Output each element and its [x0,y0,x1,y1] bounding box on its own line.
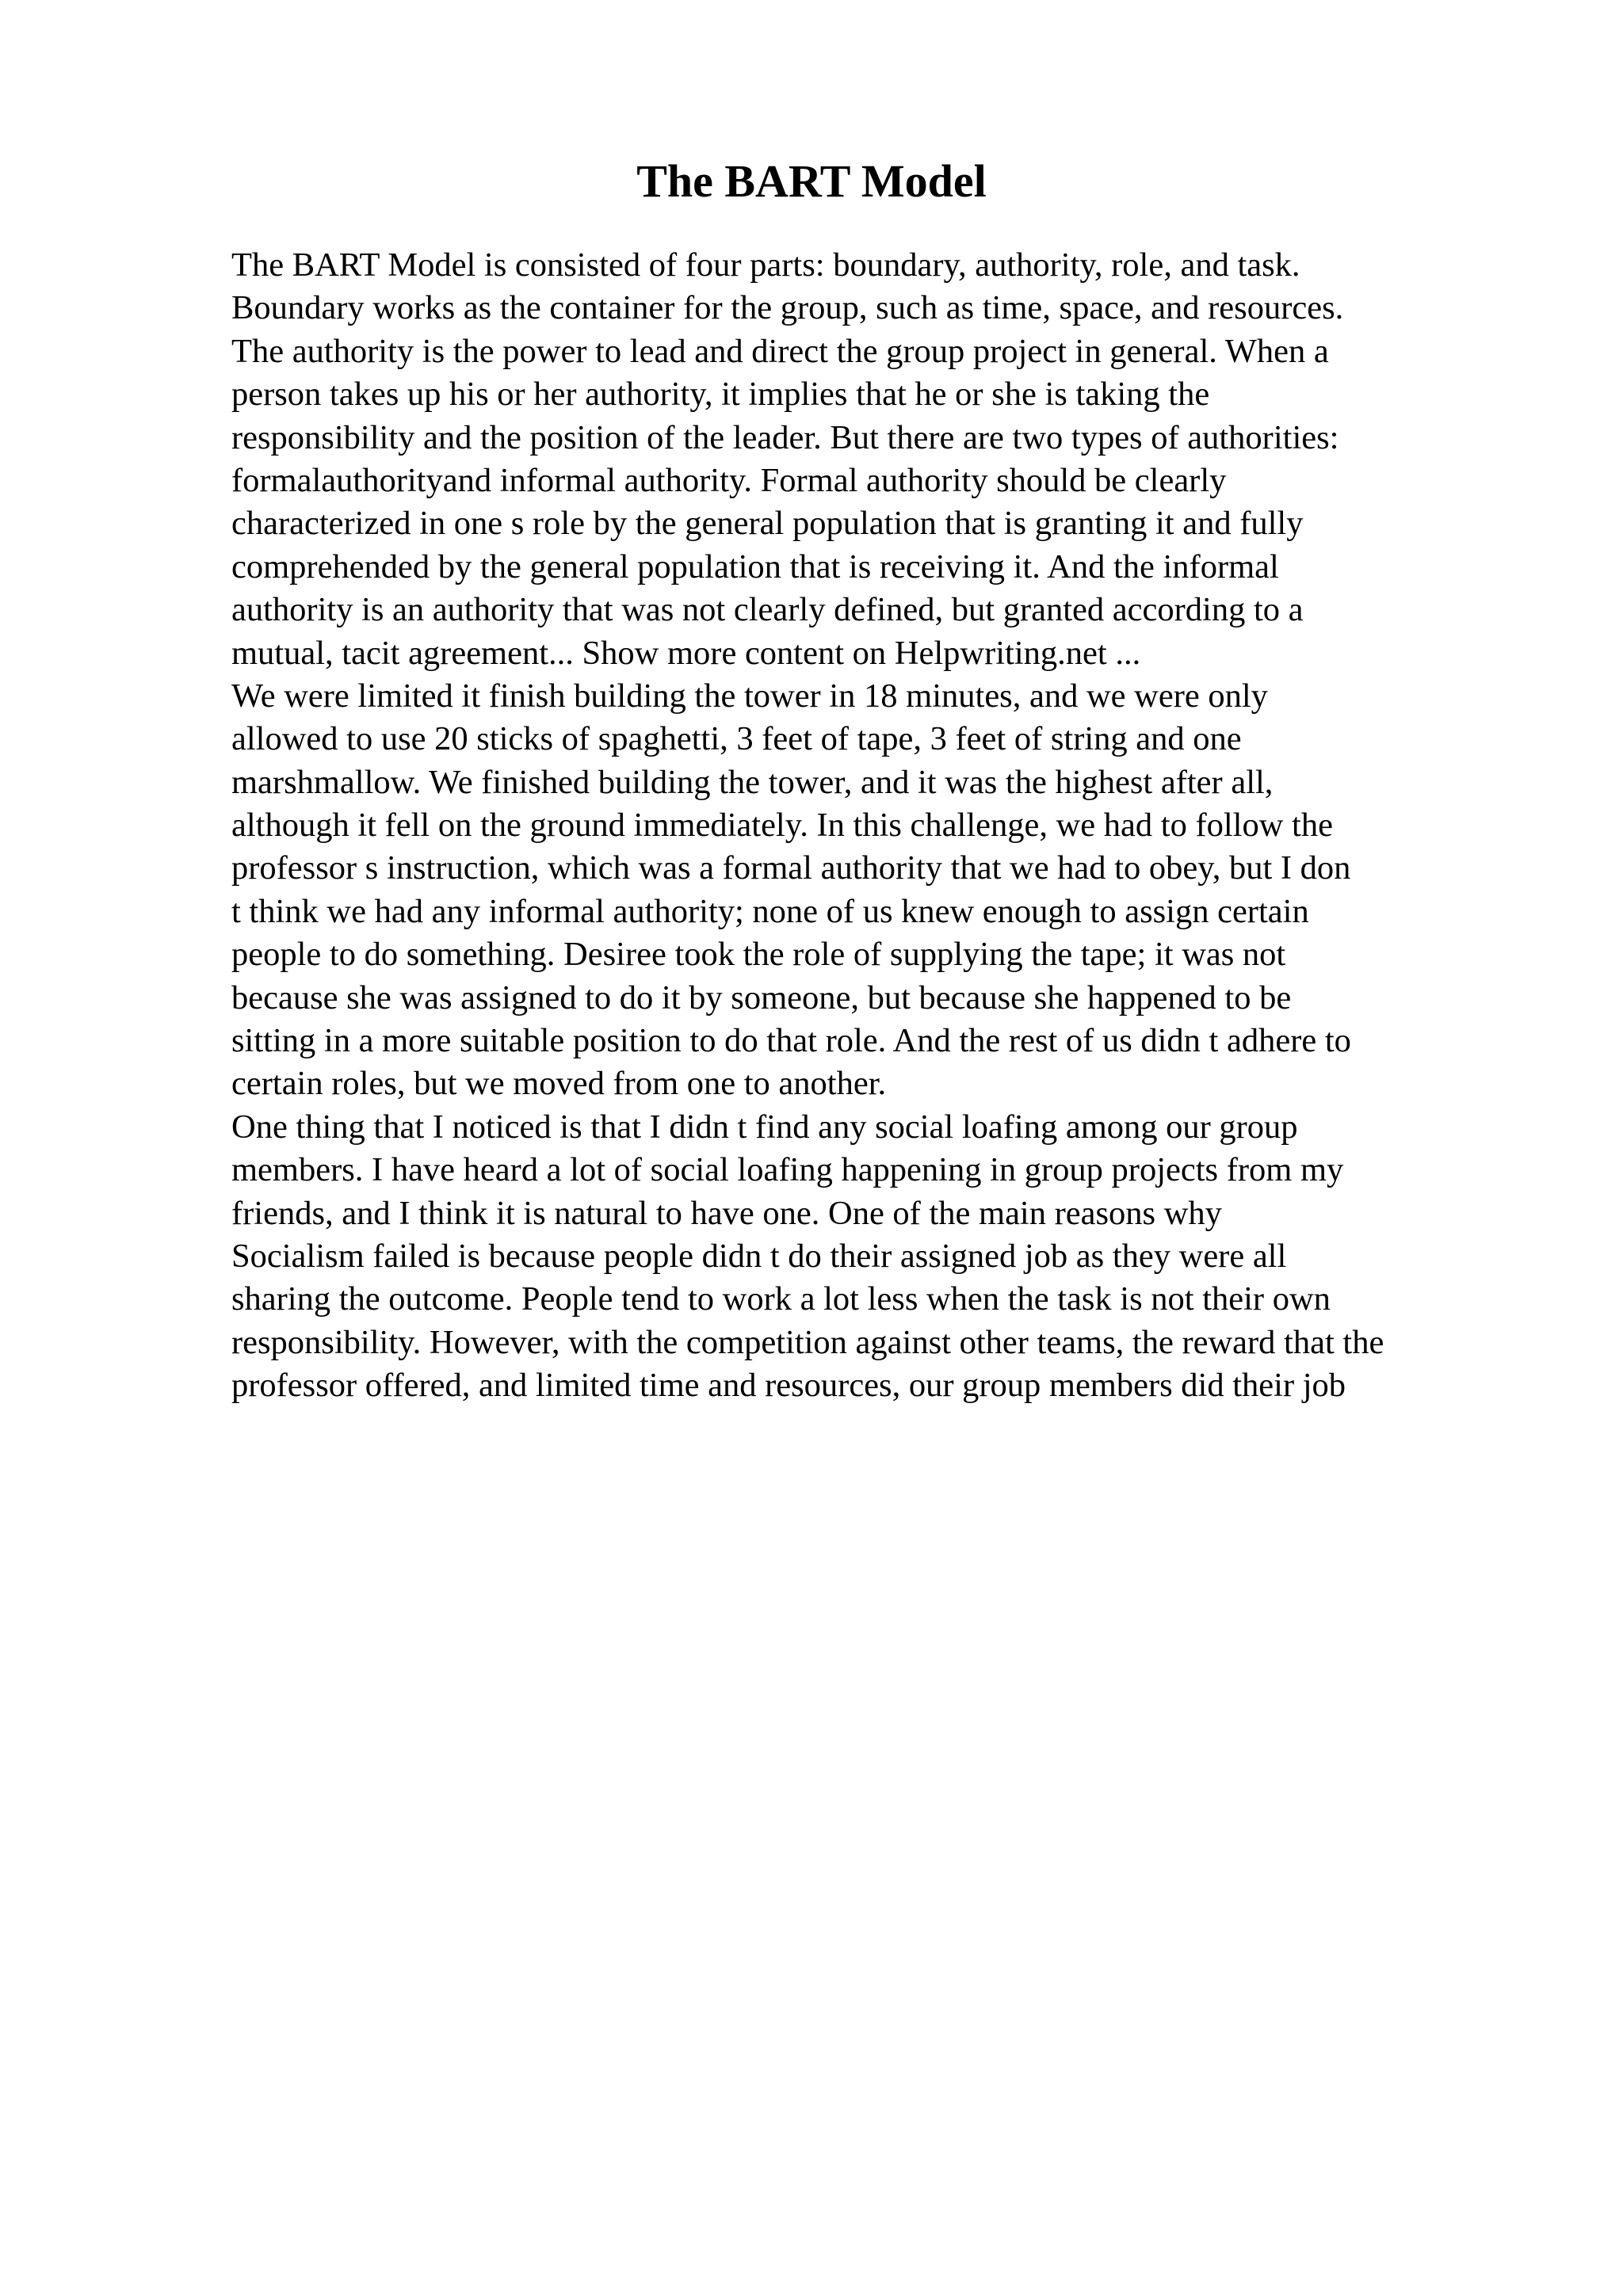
document-title: The BART Model [636,155,987,207]
body-line: t think we had any informal authority; none of us knew enough to assign certain [231,892,1309,930]
body-line: because she was assigned to do it by someone, but because she happened to be [231,978,1292,1016]
body-line: responsibility. However, with the competition against other teams, the reward that the [231,1323,1384,1361]
body-line: We were limited it finish building the tower in 18 minutes, and we were only [231,677,1268,715]
body-line: Boundary works as the container for the group, such as time, space, and resources. [231,289,1344,327]
body-line: members. I have heard a lot of social loafing happening in group projects from my [231,1151,1344,1189]
body-line: comprehended by the general population that is receiving it. And the informal [231,547,1279,585]
body-line: mutual, tacit agreement... Show more content on Helpwriting.net ... [231,634,1141,672]
body-line: people to do something. Desiree took the role of supplying the tape; it was not [231,936,1286,974]
body-line: friends, and I think it is natural to have one. One of the main reasons why [231,1194,1222,1232]
body-line: although it fell on the ground immediately. In this challenge, we had to follow the [231,807,1333,845]
body-line: Socialism failed is because people didn t do their assigned job as they were all [231,1237,1287,1275]
document-body [231,244,1610,1408]
body-line: formalauthorityand informal authority. Formal authority should be clearly [231,461,1227,499]
body-line: certain roles, but we moved from one to another. [231,1065,887,1103]
body-line: marshmallow. We finished building the tower, and it was the highest after all, [231,763,1274,801]
body-line: allowed to use 20 sticks of spaghetti, 3 feet of tape, 3 feet of string and one [231,720,1242,758]
body-line: professor s instruction, which was a formal authority that we had to obey, but I don [231,849,1351,887]
body-line: sitting in a more suitable position to do that role. And the rest of us didn t adhere to [231,1022,1351,1060]
body-line: The authority is the power to lead and direct the group project in general. When a [231,332,1329,370]
body-line: The BART Model is consisted of four parts: boundary, authority, role, and task. [231,246,1300,284]
body-line: person takes up his or her authority, it implies that he or she is taking the [231,376,1210,414]
body-line: characterized in one s role by the general population that is granting it and fully [231,505,1304,543]
body-line: professor offered, and limited time and resources, our group members did their job [231,1367,1346,1405]
body-line: authority is an authority that was not clearly defined, but granted according to a [231,591,1304,629]
body-line: One thing that I noticed is that I didn t find any social loafing among our group [231,1108,1298,1146]
body-line: sharing the outcome. People tend to work a lot less when the task is not their own [231,1280,1331,1318]
body-line: responsibility and the position of the leader. But there are two types of authorities: [231,418,1339,456]
